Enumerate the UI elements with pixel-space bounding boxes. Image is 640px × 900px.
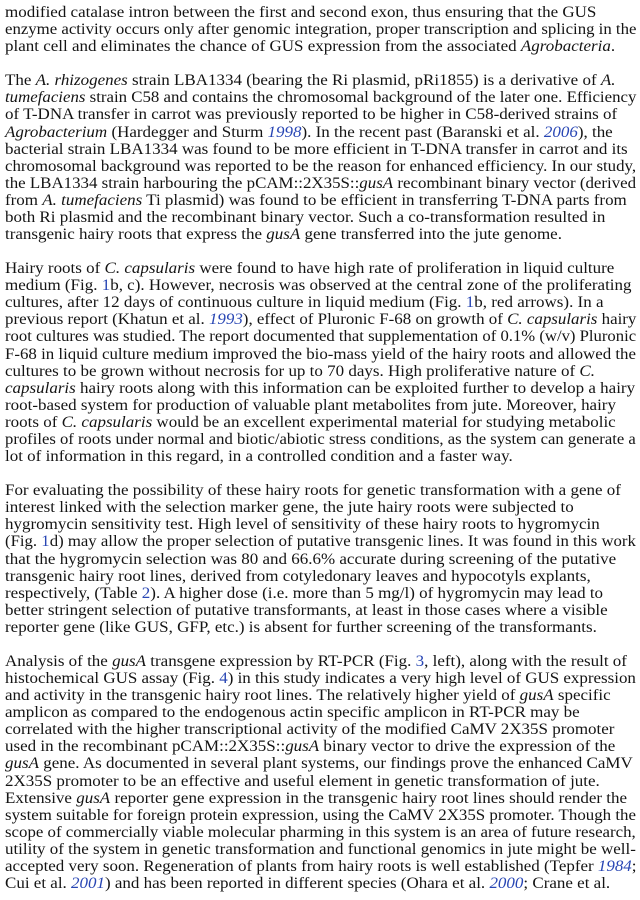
text-run: and activity in the transgenic hairy root lines. The relatively higher yield of [5,687,520,705]
italic-term: gusA [112,652,147,670]
text-line [5,499,574,516]
text-run: ) in this study indicates a very high level of GUS expression [227,670,636,688]
text-line [5,824,636,841]
text-line [5,21,636,38]
italic-term: A. [600,72,616,90]
text-line [5,687,611,704]
text-line [5,158,636,175]
italic-term: tumefaciens [5,89,86,107]
text-run: lot of information in this regard, in a controlled condition and a faster way. [5,448,513,466]
text-run: amplicon as compared to the endogenous actin specific amplicon in RT-PCR may be [5,704,580,722]
text-run: 2X35S promoter to be an effective and useful element in genetic transformation of jute. [5,772,600,790]
citation-link[interactable]: 2001 [71,874,105,892]
text-run: were found to have high rate of proliferation in liquid culture [195,260,615,278]
text-run: interest linked with the selection marker gene, the jute hairy roots were subjected to [5,499,574,517]
text-run: that the hygromycin selection was 80 and 66.6% accurate during screening of the putative [5,550,617,568]
text-run: ), the [577,123,613,141]
text-run: previous report (Khatun et al. [5,311,209,329]
paragraph [5,4,640,55]
text-run: system suitable for foreign protein expression, using the CaMV 2X35S promoter. Though the [5,806,636,824]
text-run: b, red arrows). In a [474,294,604,312]
text-run: ). A higher dose (i.e. more than 5 mg/l) of hygromycin may lead to [150,584,604,602]
text-run: ), effect of Pluronic F-68 on growth of [242,311,508,329]
text-run: modified catalase intron between the first and second exon, thus ensuring that the GUS [5,4,597,21]
text-run: strain LBA1334 (bearing the Ri plasmid, pRi1855) is a derivative of [127,72,601,90]
text-line [5,192,627,209]
text-run: Hairy roots of [5,260,105,278]
italic-term: C. capsularis [507,311,598,329]
text-line [5,807,636,824]
text-line [5,738,615,755]
text-line [5,311,636,328]
italic-term: capsularis [5,379,76,397]
citation-link[interactable]: 4 [219,670,228,688]
text-line [5,841,636,858]
text-run: d) may allow the proper selection of putative transgenic lines. It was found in this work [49,533,636,551]
citation-link[interactable]: 2 [141,584,151,602]
text-run: cultures to be grown without necrosis for up to 70 days. High proliferative nature of [5,362,580,380]
text-run: ; Crane et al. [523,874,611,892]
text-run: used in the recombinant pCAM::2X35S:: [5,738,286,756]
text-line [5,482,621,499]
text-run: reporter gene (like GUS, GFP, etc.) is absent for further screening of the transformants. [5,618,597,636]
text-line [5,755,633,772]
text-line [5,516,600,533]
text-line [5,380,635,397]
italic-term: gusA [266,226,301,244]
text-line [5,38,615,55]
text-run: enzyme activity occurs only after genomic integration, proper transcription and splicing in the [5,21,637,39]
italic-term: gusA [359,174,394,192]
text-line [5,448,513,465]
italic-term: gusA [76,789,111,807]
text-line [5,670,636,687]
paragraph [5,482,640,636]
text-run: plant cell and eliminates the chance of GUS expression from the associated [5,38,521,56]
text-line [5,72,615,89]
text-line [5,704,580,721]
text-run: root-based system for production of valuable plant metabolites from jute. Moreover, hairy [5,396,616,414]
text-run: better stringent selection of putative transformants, at least in those cases where a visible [5,601,608,619]
text-line [5,175,636,192]
text-line [5,346,636,363]
text-run: cultures, after 12 days of continuous culture in liquid medium (Fig. [5,294,466,312]
text-line [5,773,600,790]
text-line [5,858,636,875]
italic-term: Agrobacterium [5,123,108,141]
text-run: transgenic hairy root lines, derived from cotyledonary leaves and hypocotyls explants, [5,567,591,585]
text-line [5,619,597,636]
text-run: The [5,72,36,90]
text-run: gene transferred into the jute genome. [300,226,562,244]
text-line [5,568,591,585]
text-run: ). In the recent past (Baranski et al. [301,123,544,141]
text-run: binary vector to drive the expression of the [319,738,616,756]
citation-link[interactable]: 1998 [267,123,302,141]
text-run: utility of the system in genetic transformation and functional genomics in jute might be well- [5,840,636,858]
text-run: , left), along with the result of [424,652,627,670]
text-line [5,721,614,738]
text-run: transgene expression by RT-PCR (Fig. [146,652,416,670]
text-line [5,653,627,670]
text-run: accepted very soon. Regeneration of plants from hairy roots is well established (Tepfer [5,857,598,875]
text-line [5,533,636,550]
text-line [5,89,636,106]
text-run: both Ri plasmid and the recombinant binary vector. Such a co-transformation resulted in [5,208,606,226]
text-run: Analysis of the [5,652,113,670]
italic-term: gusA [285,738,320,756]
italic-term: Agrobacteria [520,38,611,56]
text-run: medium (Fig. [5,277,102,295]
text-run: (Hardegger and Sturm [107,123,268,141]
citation-link[interactable]: 1984 [597,857,632,875]
text-run: For evaluating the possibility of these hairy roots for genetic transformation with a gene of [5,482,621,500]
citation-link[interactable]: 1993 [208,311,243,329]
text-run: chromosomal background was reported to be the reason for enhanced efficiency. In our study, [5,157,637,175]
text-run: hairy [597,311,637,329]
text-line [5,260,614,277]
text-run: would be an excellent experimental material for studying metabolic [152,413,616,431]
text-run: specific [553,687,611,705]
text-run: correlated with the higher transcriptional activity of the modified CaMV 2X35S promoter [5,721,615,739]
text-run: hairy roots along with this information can be exploited further to develop a hairy [75,379,636,397]
text-run: respectively, (Table [5,584,142,602]
text-run: ; [631,857,637,875]
text-run: b, c). However, necrosis was observed at the central zone of the proliferating [110,277,632,295]
text-run: of T-DNA transfer in carrot was previously reported to be higher in C58-derived strains of [5,106,618,124]
text-run: F-68 in liquid culture medium improved the bio-mass yield of the hairy roots and allowed the [5,345,636,363]
italic-term: A. tumefaciens [42,191,143,209]
text-line [5,363,595,380]
italic-term: A. rhizogenes [35,72,128,90]
text-run: scope of commercially viable molecular pharming in this system is an area of future research, [5,823,636,841]
text-run: root cultures was studied. The report documented that supplementation of 0.1% (w/v) Pluronic [5,328,637,346]
citation-link[interactable]: 1 [101,277,111,295]
citation-link[interactable]: 1 [41,533,50,551]
text-run: bacterial strain LBA1334 was found to be more efficient in T-DNA transfer in carrot and its [5,140,628,158]
text-run: from [5,191,43,209]
text-line [5,294,603,311]
text-line [5,602,608,619]
text-run: the LBA1334 strain harbouring the pCAM::2X35S:: [5,174,360,192]
text-line [5,106,617,123]
text-line [5,431,636,448]
citation-link[interactable]: 2006 [543,123,578,141]
text-line [5,585,603,602]
text-line [5,4,596,21]
text-line [5,397,616,414]
text-line [5,790,627,807]
text-run: histochemical GUS assay (Fig. [5,670,220,688]
text-line [5,226,562,243]
text-run: Cui et al. [5,874,72,892]
text-run: Ti plasmid) was found to be efficient in transferring T-DNA parts from [142,191,627,209]
text-run: reporter gene expression in the transgenic hairy root lines should render the [110,789,628,807]
text-run: (Fig. [5,533,42,551]
citation-link[interactable]: 2000 [489,874,524,892]
text-run: transgenic hairy roots that express the [5,226,267,244]
citation-link[interactable]: 3 [415,652,425,670]
text-line [5,209,605,226]
italic-term: C. capsularis [61,413,153,431]
text-line [5,124,613,141]
paragraph [5,72,640,243]
italic-term: C. capsularis [104,260,196,278]
text-run: hygromycin sensitivity test. High level of sensitivity of these hairy roots to hygromycin [5,516,600,534]
text-run: recombinant binary vector (derived [393,174,637,192]
text-run: gene. As documented in several plant systems, our findings prove the enhanced CaMV [38,755,633,773]
text-line [5,328,636,345]
paragraph [5,653,640,892]
paragraph [5,260,640,465]
text-line [5,277,632,294]
text-line [5,875,610,892]
text-run: . [610,38,616,56]
citation-link[interactable]: 1 [465,294,475,312]
italic-term: gusA [519,687,554,705]
text-run: Extensive [5,789,77,807]
text-run: ) and has been reported in different species (Ohara et al. [104,874,490,892]
italic-term: gusA [5,755,39,773]
text-line [5,551,616,568]
text-run: roots of [5,413,62,431]
text-line [5,414,616,431]
text-line [5,141,628,158]
italic-term: C. [579,362,596,380]
text-run: profiles of roots under normal and biotic/abiotic stress conditions, as the system can generate a [5,430,636,448]
text-run: strain C58 and contains the chromosomal background of the later one. Efficiency [85,89,637,107]
